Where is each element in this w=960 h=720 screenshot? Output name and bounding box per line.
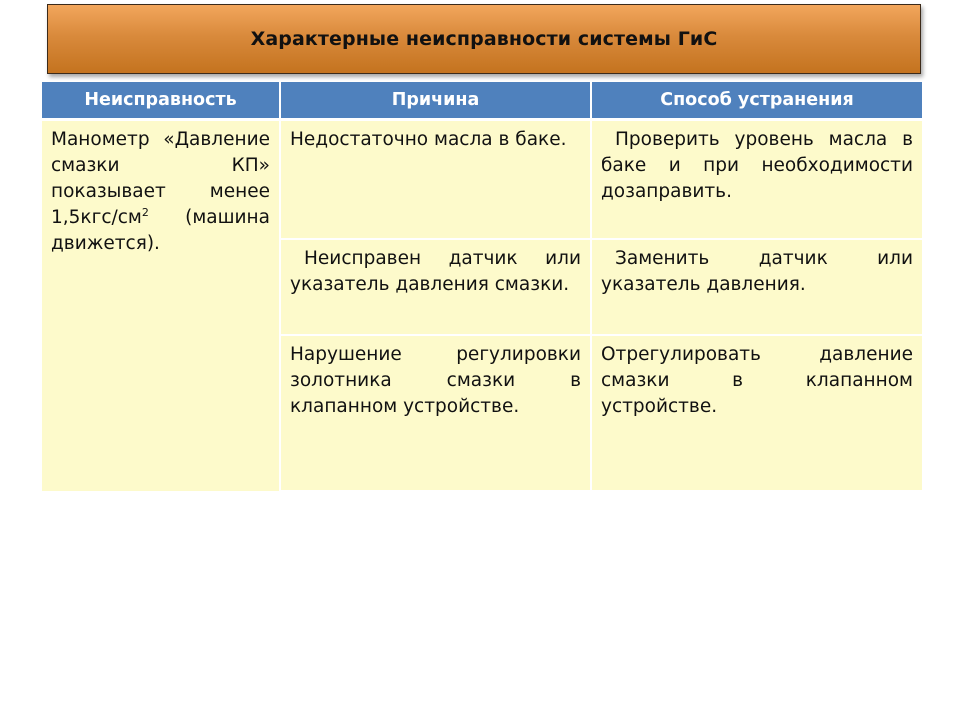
remedy-cell: Заменить датчик или указатель давления. xyxy=(591,239,922,335)
slide-title: Характерные неисправности системы ГиС xyxy=(250,28,718,50)
remedy-cell: Отрегулировать давление смазки в клапанном устройстве. xyxy=(591,335,922,491)
slide-title-bar xyxy=(47,4,921,74)
fault-text-end: (машина движется). xyxy=(51,207,270,254)
cause-cell: Неисправен датчик или указатель давления смазки. xyxy=(280,239,591,335)
fault-cell xyxy=(42,120,280,491)
header-fault: Неисправность xyxy=(42,82,280,120)
faults-table xyxy=(42,82,922,492)
table-row xyxy=(42,120,922,239)
remedy-cell: Проверить уровень масла в баке и при необходимости дозаправить. xyxy=(591,120,922,239)
fault-superscript: 2 xyxy=(141,206,149,219)
header-remedy: Способ устранения xyxy=(591,82,922,120)
cause-cell: Недостаточно масла в баке. xyxy=(280,120,591,239)
header-cause: Причина xyxy=(280,82,591,120)
table-header-row xyxy=(42,82,922,120)
cause-cell: Нарушение регулировки золотника смазки в клапанном устройстве. xyxy=(280,335,591,491)
fault-text: Манометр «Давление смазки КП» показывает менее 1,5кгс/см xyxy=(51,129,270,228)
